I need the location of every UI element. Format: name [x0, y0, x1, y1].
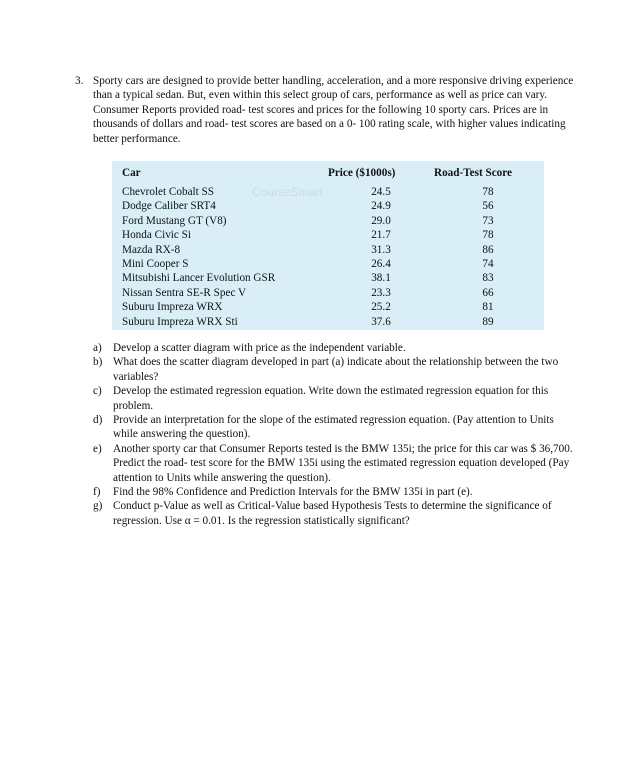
cell-car: Mitsubishi Lancer Evolution GSR [122, 272, 276, 285]
cell-price: 21.7 [371, 229, 391, 242]
part-label: c) [93, 385, 102, 398]
cell-price: 31.3 [371, 243, 391, 256]
cell-car: Suburu Impreza WRX Sti [122, 315, 238, 328]
cell-score: 81 [482, 301, 494, 314]
part-label: a) [93, 342, 102, 354]
cell-price: 29.0 [371, 214, 391, 227]
header-car: Car [122, 167, 141, 179]
question-part [93, 413, 573, 442]
cell-price: 37.6 [371, 315, 391, 328]
part-text: Develop a scatter diagram with price as the independent variable. [113, 342, 406, 354]
watermark: CourseSmart [252, 185, 323, 199]
question-part [93, 442, 573, 485]
part-text: What does the scatter diagram developed in part (a) indicate about the relationship between the two variables? [113, 356, 559, 383]
table-body [122, 185, 542, 329]
part-text: Find the 98% Confidence and Prediction Intervals for the BMW 135i in part (e). [113, 486, 473, 499]
header-score: Road-Test Score [434, 167, 512, 179]
table-row [122, 300, 542, 314]
car-data-table [122, 167, 542, 329]
table-row [122, 271, 542, 285]
part-label: e) [93, 442, 102, 455]
cell-price: 38.1 [371, 272, 391, 285]
question-number: 3. [75, 75, 84, 87]
part-label: b) [93, 356, 103, 369]
part-text: Another sporty car that Consumer Reports tested is the BMW 135i; the price for this car was $ 36,700. Predict the road- test score for the BMW 135i using the estimated regression equation developed (Pay attention to Units while answering the question). [113, 442, 573, 484]
cell-car: Mazda RX-8 [122, 243, 181, 256]
cell-price: 24.9 [371, 200, 391, 213]
part-text: Provide an interpretation for the slope of the estimated regression equation. (Pay attention to Units while answering the question). [113, 414, 554, 441]
cell-score: 83 [482, 272, 494, 285]
question-part [93, 499, 573, 528]
cell-car: Ford Mustang GT (V8) [122, 214, 227, 227]
cell-car: Dodge Caliber SRT4 [122, 200, 216, 213]
part-label: d) [93, 414, 103, 427]
question-part [93, 355, 573, 384]
cell-score: 74 [482, 258, 494, 271]
part-text: Conduct p-Value as well as Critical-Value based Hypothesis Tests to determine the significance of regression. Use α = 0.01. Is the regression statistically significant? [113, 500, 552, 527]
question-3 [75, 74, 575, 146]
cell-car: Mini Cooper S [122, 258, 189, 271]
cell-car: Nissan Sentra SE-R Spec V [122, 286, 247, 299]
cell-score: 66 [482, 286, 494, 299]
data-table-panel [112, 161, 544, 330]
table-row [122, 315, 542, 329]
table-row [122, 199, 542, 213]
cell-score: 73 [482, 214, 494, 227]
question-parts [93, 341, 573, 528]
cell-car: Chevrolet Cobalt SS [122, 186, 214, 198]
table-row [122, 228, 542, 242]
part-label: f) [93, 486, 101, 499]
cell-score: 56 [482, 200, 494, 213]
cell-car: Suburu Impreza WRX [122, 301, 223, 314]
table-row [122, 185, 542, 199]
question-part [93, 485, 573, 499]
part-text: Develop the estimated regression equation. Write down the estimated regression equation for this problem. [113, 385, 549, 412]
cell-price: 23.3 [371, 286, 391, 299]
question-part [93, 341, 573, 355]
header-price: Price ($1000s) [328, 167, 396, 179]
cell-price: 26.4 [371, 258, 391, 271]
table-row [122, 257, 542, 271]
question-text: Sporty cars are designed to provide better handling, acceleration, and a more responsive driving experience than a typical sedan. But, even within this select group of cars, performance as well as price can vary. Consumer Reports provided road- test scores and prices for the following 10 sporty cars. Prices are in thousands of dollars and road- test scores are based on a 0- 100 rating scale, with higher values indicating better performance. [93, 75, 574, 145]
cell-score: 86 [482, 243, 494, 256]
table-row [122, 243, 542, 257]
cell-price: 24.5 [371, 186, 391, 198]
table-header-row [122, 167, 542, 185]
part-label: g) [93, 500, 103, 513]
cell-score: 78 [482, 186, 494, 198]
table-row [122, 286, 542, 300]
cell-price: 25.2 [371, 301, 391, 314]
question-part [93, 384, 573, 413]
table-row [122, 214, 542, 228]
cell-score: 78 [482, 229, 494, 242]
cell-car: Honda Civic Si [122, 229, 191, 242]
cell-score: 89 [482, 315, 494, 328]
